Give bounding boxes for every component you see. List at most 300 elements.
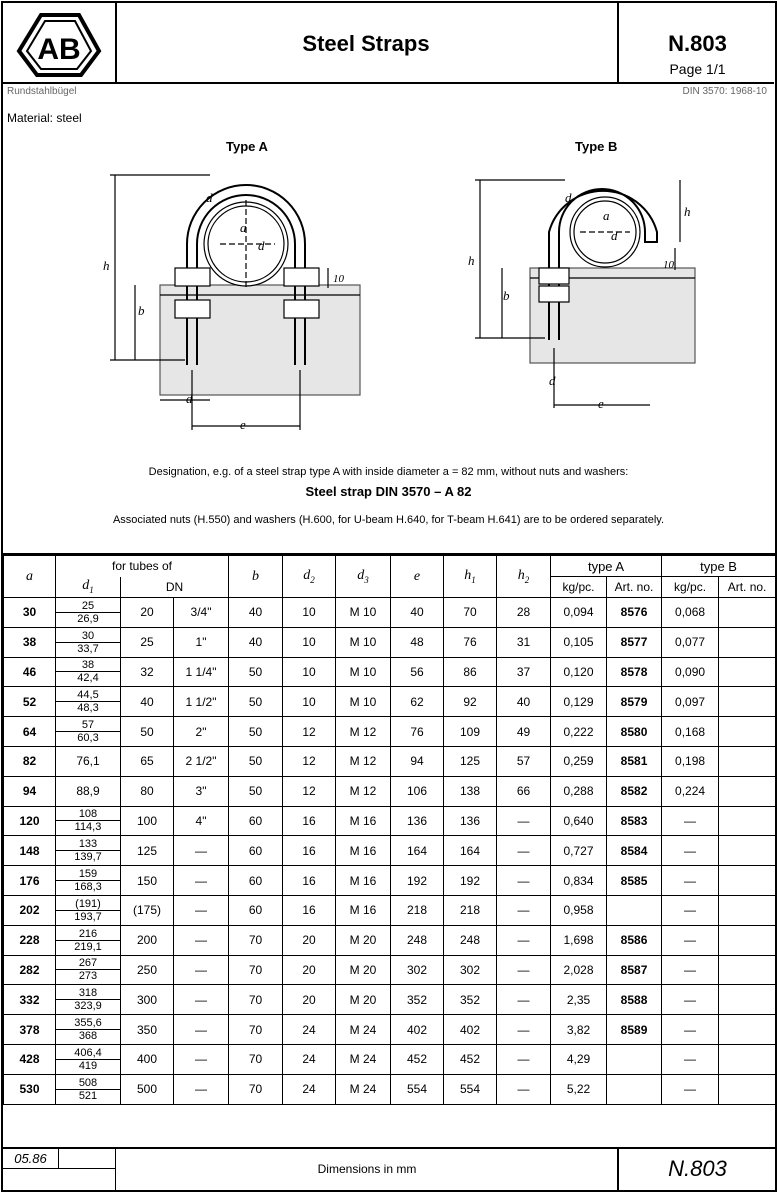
cell-d2: 20 <box>283 985 336 1015</box>
table-row <box>4 687 776 717</box>
cell-dn: 125 <box>121 836 174 866</box>
cell-h2: 40 <box>497 687 551 717</box>
cell-kg-a: 0,222 <box>551 717 607 747</box>
cell-kg-a: 1,698 <box>551 925 607 955</box>
cell-dn: 150 <box>121 866 174 896</box>
material-label: Material: steel <box>7 111 82 125</box>
cell-d1-top: 57 <box>56 719 120 732</box>
cell-h1: 302 <box>444 955 497 985</box>
cell-kg-b: 0,090 <box>662 657 719 687</box>
svg-text:h: h <box>103 258 110 273</box>
cell-art-a: 8582 <box>607 776 662 806</box>
cell-a: 82 <box>4 746 56 776</box>
cell-b: 70 <box>229 955 283 985</box>
cell-d3: M 12 <box>336 717 391 747</box>
cell-d3: M 16 <box>336 866 391 896</box>
cell-e: 302 <box>391 955 444 985</box>
cell-a: 94 <box>4 776 56 806</box>
cell-art-a <box>607 1074 662 1104</box>
cell-h2: 49 <box>497 717 551 747</box>
cell-art-b <box>719 657 776 687</box>
cell-h2: — <box>497 1044 551 1074</box>
cell-b: 40 <box>229 627 283 657</box>
cell-d1-bottom: 26,9 <box>77 612 99 625</box>
cell-b: 70 <box>229 1044 283 1074</box>
table-row <box>4 1015 776 1045</box>
col-d2: $d_2$ <box>283 556 336 598</box>
table-row <box>4 985 776 1015</box>
cell-d1-top: 318 <box>56 987 120 1000</box>
cell-h1: 125 <box>444 746 497 776</box>
cell-b: 60 <box>229 866 283 896</box>
cell-d1-top: 44,5 <box>56 689 120 702</box>
cell-h1: 92 <box>444 687 497 717</box>
cell-dn: 80 <box>121 776 174 806</box>
cell-d1-bottom: 368 <box>78 1030 98 1043</box>
type-b-label: Type B <box>575 139 618 154</box>
cell-d2: 12 <box>283 717 336 747</box>
cell-dn: 500 <box>121 1074 174 1104</box>
table-row <box>4 598 776 628</box>
col-kg-a: kg/pc. <box>551 577 607 598</box>
cell-b: 60 <box>229 895 283 925</box>
cell-dn: 25 <box>121 627 174 657</box>
cell-kg-b: 0,068 <box>662 598 719 628</box>
cell-d3: M 16 <box>336 806 391 836</box>
cell-art-b <box>719 776 776 806</box>
cell-d3: M 10 <box>336 598 391 628</box>
cell-h2: — <box>497 985 551 1015</box>
table-row <box>4 627 776 657</box>
cell-d3: M 12 <box>336 746 391 776</box>
cell-art-a: 8589 <box>607 1015 662 1045</box>
cell-d3: M 24 <box>336 1015 391 1045</box>
cell-d2: 10 <box>283 687 336 717</box>
cell-d1: 88,9 <box>56 776 121 806</box>
cell-d3: M 12 <box>336 776 391 806</box>
table-row <box>4 657 776 687</box>
cell-b: 70 <box>229 1074 283 1104</box>
cell-a: 378 <box>4 1015 56 1045</box>
cell-dn: 350 <box>121 1015 174 1045</box>
cell-d1 <box>56 627 121 657</box>
cell-kg-b: — <box>662 866 719 896</box>
svg-text:h: h <box>684 204 691 219</box>
cell-art-b <box>719 866 776 896</box>
cell-d1 <box>56 1074 121 1104</box>
cell-d3: M 10 <box>336 687 391 717</box>
svg-text:d: d <box>186 391 193 406</box>
cell-h1: 86 <box>444 657 497 687</box>
cell-art-a: 8584 <box>607 836 662 866</box>
cell-kg-a: 0,288 <box>551 776 607 806</box>
cell-dn: 40 <box>121 687 174 717</box>
cell-a: 120 <box>4 806 56 836</box>
cell-dn: 50 <box>121 717 174 747</box>
cell-e: 164 <box>391 836 444 866</box>
cell-art-a: 8577 <box>607 627 662 657</box>
type-a-drawing <box>100 160 370 435</box>
cell-d1-top: (191) <box>56 898 120 911</box>
cell-kg-a: 4,29 <box>551 1044 607 1074</box>
cell-d1-bottom: 139,7 <box>74 851 102 864</box>
subtitle-german: Rundstahlbügel <box>7 86 77 97</box>
cell-d2: 10 <box>283 627 336 657</box>
type-b-drawing <box>465 160 705 415</box>
cell-a: 428 <box>4 1044 56 1074</box>
cell-kg-b: — <box>662 836 719 866</box>
cell-art-b <box>719 895 776 925</box>
cell-d1-top: 508 <box>56 1077 120 1090</box>
cell-art-b <box>719 746 776 776</box>
cell-b: 50 <box>229 746 283 776</box>
table-row <box>4 836 776 866</box>
cell-a: 176 <box>4 866 56 896</box>
cell-art-b <box>719 985 776 1015</box>
table-row <box>4 776 776 806</box>
col-dn: DN <box>121 577 229 598</box>
svg-text:d: d <box>206 190 213 205</box>
cell-d1-bottom: 219,1 <box>74 940 102 953</box>
dimension-table <box>3 555 776 1105</box>
cell-h1: 218 <box>444 895 497 925</box>
table-row <box>4 866 776 896</box>
cell-e: 136 <box>391 806 444 836</box>
footer-empty-cell <box>58 1148 115 1169</box>
cell-d1-bottom: 114,3 <box>74 821 102 834</box>
cell-d1-top: 216 <box>56 928 120 941</box>
cell-d1-top: 38 <box>56 659 120 672</box>
cell-d1: 76,1 <box>56 746 121 776</box>
cell-kg-b: — <box>662 1074 719 1104</box>
cell-d2: 20 <box>283 955 336 985</box>
cell-e: 48 <box>391 627 444 657</box>
cell-kg-b: — <box>662 985 719 1015</box>
table-body <box>4 598 776 1105</box>
cell-inch: — <box>174 836 229 866</box>
cell-d1-top: 267 <box>56 957 120 970</box>
cell-d3: M 16 <box>336 836 391 866</box>
cell-d1-top: 406,4 <box>56 1047 120 1060</box>
cell-d1 <box>56 895 121 925</box>
company-logo <box>3 3 117 84</box>
cell-a: 38 <box>4 627 56 657</box>
cell-d1-bottom: 42,4 <box>77 672 99 685</box>
cell-h2: — <box>497 955 551 985</box>
footer-note: Dimensions in mm <box>115 1148 618 1190</box>
cell-e: 218 <box>391 895 444 925</box>
cell-h2: — <box>497 866 551 896</box>
cell-inch: 1 1/4" <box>174 657 229 687</box>
svg-text:d: d <box>611 228 618 243</box>
cell-h1: 248 <box>444 925 497 955</box>
ordering-note: Associated nuts (H.550) and washers (H.600, for U-beam H.640, for T-beam H.641) are to be ordered separately. <box>112 514 665 526</box>
footer-date: 05.86 <box>3 1148 59 1169</box>
cell-art-b <box>719 717 776 747</box>
cell-a: 202 <box>4 895 56 925</box>
cell-inch: — <box>174 1015 229 1045</box>
cell-h2: 31 <box>497 627 551 657</box>
cell-d1 <box>56 657 121 687</box>
cell-art-b <box>719 687 776 717</box>
cell-h2: 28 <box>497 598 551 628</box>
cell-d1 <box>56 955 121 985</box>
cell-art-a <box>607 1044 662 1074</box>
cell-kg-b: — <box>662 1044 719 1074</box>
cell-art-a: 8581 <box>607 746 662 776</box>
cell-h2: — <box>497 925 551 955</box>
table-row <box>4 955 776 985</box>
cell-kg-a: 0,259 <box>551 746 607 776</box>
table-row <box>4 1044 776 1074</box>
cell-kg-a: 0,640 <box>551 806 607 836</box>
cell-b: 50 <box>229 687 283 717</box>
cell-h2: 37 <box>497 657 551 687</box>
cell-d3: M 24 <box>336 1044 391 1074</box>
col-b: b <box>229 556 283 598</box>
cell-d3: M 10 <box>336 657 391 687</box>
cell-art-a: 8588 <box>607 985 662 1015</box>
cell-d1-top: 355,6 <box>56 1017 120 1030</box>
cell-dn: 250 <box>121 955 174 985</box>
col-kg-b: kg/pc. <box>662 577 719 598</box>
cell-h1: 402 <box>444 1015 497 1045</box>
cell-inch: — <box>174 955 229 985</box>
svg-text:b: b <box>503 288 510 303</box>
cell-h1: 109 <box>444 717 497 747</box>
svg-text:h: h <box>468 253 475 268</box>
cell-h1: 138 <box>444 776 497 806</box>
cell-inch: 1 1/2" <box>174 687 229 717</box>
cell-inch: 4" <box>174 806 229 836</box>
table-row <box>4 717 776 747</box>
cell-d3: M 20 <box>336 925 391 955</box>
cell-dn: 32 <box>121 657 174 687</box>
table-row <box>4 895 776 925</box>
col-tubes: for tubes of <box>56 556 229 577</box>
cell-e: 40 <box>391 598 444 628</box>
col-a: a <box>4 556 56 598</box>
cell-kg-b: — <box>662 1015 719 1045</box>
cell-e: 402 <box>391 1015 444 1045</box>
cell-inch: 1" <box>174 627 229 657</box>
cell-art-a: 8586 <box>607 925 662 955</box>
cell-b: 70 <box>229 925 283 955</box>
cell-d1-bottom: 193,7 <box>74 910 102 923</box>
cell-kg-a: 2,028 <box>551 955 607 985</box>
table-row <box>4 925 776 955</box>
cell-d1-bottom: 273 <box>78 970 98 983</box>
cell-e: 94 <box>391 746 444 776</box>
cell-d1-top: 133 <box>56 838 120 851</box>
cell-e: 76 <box>391 717 444 747</box>
page-indicator: Page 1/1 <box>669 61 726 77</box>
svg-text:a: a <box>240 220 247 235</box>
cell-d2: 10 <box>283 657 336 687</box>
cell-kg-b: — <box>662 955 719 985</box>
cell-h2: — <box>497 895 551 925</box>
cell-kg-b: 0,224 <box>662 776 719 806</box>
cell-kg-a: 0,958 <box>551 895 607 925</box>
cell-art-b <box>719 955 776 985</box>
cell-kg-a: 0,727 <box>551 836 607 866</box>
doc-number-cell <box>617 3 776 84</box>
cell-d1 <box>56 1015 121 1045</box>
cell-art-a: 8578 <box>607 657 662 687</box>
cell-h2: 66 <box>497 776 551 806</box>
cell-inch: — <box>174 866 229 896</box>
cell-inch: 3/4" <box>174 598 229 628</box>
cell-art-b <box>719 627 776 657</box>
cell-h1: 192 <box>444 866 497 896</box>
cell-kg-b: — <box>662 895 719 925</box>
cell-d2: 12 <box>283 746 336 776</box>
cell-a: 64 <box>4 717 56 747</box>
cell-art-a: 8580 <box>607 717 662 747</box>
col-e: e <box>391 556 444 598</box>
cell-d2: 16 <box>283 806 336 836</box>
cell-d2: 16 <box>283 895 336 925</box>
cell-art-b <box>719 598 776 628</box>
col-d3: $d_3$ <box>336 556 391 598</box>
cell-d3: M 24 <box>336 1074 391 1104</box>
doc-number: N.803 <box>668 31 727 56</box>
cell-d3: M 20 <box>336 985 391 1015</box>
cell-art-b <box>719 1015 776 1045</box>
cell-b: 60 <box>229 836 283 866</box>
cell-h1: 70 <box>444 598 497 628</box>
cell-art-a: 8585 <box>607 866 662 896</box>
cell-d2: 24 <box>283 1044 336 1074</box>
cell-a: 52 <box>4 687 56 717</box>
cell-dn: 20 <box>121 598 174 628</box>
cell-kg-a: 0,105 <box>551 627 607 657</box>
cell-h2: — <box>497 1015 551 1045</box>
table-row <box>4 1074 776 1104</box>
cell-kg-a: 0,129 <box>551 687 607 717</box>
cell-kg-a: 5,22 <box>551 1074 607 1104</box>
cell-h2: — <box>497 1074 551 1104</box>
col-type-b: type B <box>662 556 776 577</box>
cell-d1-bottom: 419 <box>78 1059 98 1072</box>
cell-d1-top: 108 <box>56 808 120 821</box>
cell-art-a: 8579 <box>607 687 662 717</box>
table-row <box>4 746 776 776</box>
cell-e: 554 <box>391 1074 444 1104</box>
cell-kg-b: 0,168 <box>662 717 719 747</box>
svg-text:d: d <box>565 190 572 205</box>
cell-d1 <box>56 806 121 836</box>
cell-inch: — <box>174 895 229 925</box>
cell-d2: 10 <box>283 598 336 628</box>
cell-h1: 452 <box>444 1044 497 1074</box>
cell-d2: 12 <box>283 776 336 806</box>
cell-kg-a: 0,094 <box>551 598 607 628</box>
cell-h1: 76 <box>444 627 497 657</box>
cell-inch: 3" <box>174 776 229 806</box>
type-a-label: Type A <box>226 139 268 154</box>
cell-inch: — <box>174 985 229 1015</box>
cell-art-a: 8587 <box>607 955 662 985</box>
cell-a: 530 <box>4 1074 56 1104</box>
col-h1: $h_1$ <box>444 556 497 598</box>
cell-b: 50 <box>229 776 283 806</box>
cell-d1 <box>56 687 121 717</box>
cell-d1 <box>56 925 121 955</box>
cell-b: 70 <box>229 1015 283 1045</box>
cell-d1 <box>56 717 121 747</box>
cell-b: 60 <box>229 806 283 836</box>
cell-dn: 100 <box>121 806 174 836</box>
cell-e: 248 <box>391 925 444 955</box>
cell-dn: 300 <box>121 985 174 1015</box>
cell-art-b <box>719 806 776 836</box>
col-art-a: Art. no. <box>607 577 662 598</box>
cell-dn: 200 <box>121 925 174 955</box>
svg-text:d: d <box>549 373 556 388</box>
cell-h1: 164 <box>444 836 497 866</box>
svg-text:d: d <box>258 238 265 253</box>
designation-example-text: Designation, e.g. of a steel strap type A with inside diameter a = 82 mm, without nuts and washers: <box>148 466 629 478</box>
cell-kg-b: 0,077 <box>662 627 719 657</box>
cell-d3: M 10 <box>336 627 391 657</box>
cell-d3: M 16 <box>336 895 391 925</box>
cell-inch: — <box>174 1074 229 1104</box>
table-row <box>4 806 776 836</box>
svg-text:10: 10 <box>333 273 344 285</box>
cell-kg-b: 0,198 <box>662 746 719 776</box>
cell-d2: 24 <box>283 1015 336 1045</box>
cell-a: 228 <box>4 925 56 955</box>
cell-a: 282 <box>4 955 56 985</box>
cell-d1-bottom: 33,7 <box>77 642 99 655</box>
cell-d1 <box>56 866 121 896</box>
cell-kg-a: 0,834 <box>551 866 607 896</box>
svg-text:e: e <box>598 396 604 411</box>
cell-b: 50 <box>229 717 283 747</box>
cell-inch: 2 1/2" <box>174 746 229 776</box>
col-art-b: Art. no. <box>719 577 776 598</box>
col-d1: $d_1$ <box>56 577 121 598</box>
cell-dn: 65 <box>121 746 174 776</box>
cell-d1-bottom: 323,9 <box>74 1000 102 1013</box>
cell-kg-a: 0,120 <box>551 657 607 687</box>
cell-d1 <box>56 1044 121 1074</box>
cell-b: 70 <box>229 985 283 1015</box>
cell-e: 452 <box>391 1044 444 1074</box>
cell-b: 40 <box>229 598 283 628</box>
cell-art-b <box>719 1044 776 1074</box>
cell-h1: 352 <box>444 985 497 1015</box>
svg-text:AB: AB <box>37 33 81 66</box>
cell-a: 46 <box>4 657 56 687</box>
svg-text:b: b <box>138 303 145 318</box>
cell-kg-a: 3,82 <box>551 1015 607 1045</box>
cell-d1 <box>56 598 121 628</box>
svg-text:a: a <box>603 208 610 223</box>
cell-d1 <box>56 985 121 1015</box>
cell-e: 56 <box>391 657 444 687</box>
cell-d2: 20 <box>283 925 336 955</box>
cell-a: 148 <box>4 836 56 866</box>
cell-b: 50 <box>229 657 283 687</box>
cell-kg-b: — <box>662 806 719 836</box>
svg-text:e: e <box>240 417 246 432</box>
col-type-a: type A <box>551 556 662 577</box>
cell-e: 192 <box>391 866 444 896</box>
designation-example-code: Steel strap DIN 3570 – A 82 <box>305 484 472 499</box>
cell-dn: 400 <box>121 1044 174 1074</box>
